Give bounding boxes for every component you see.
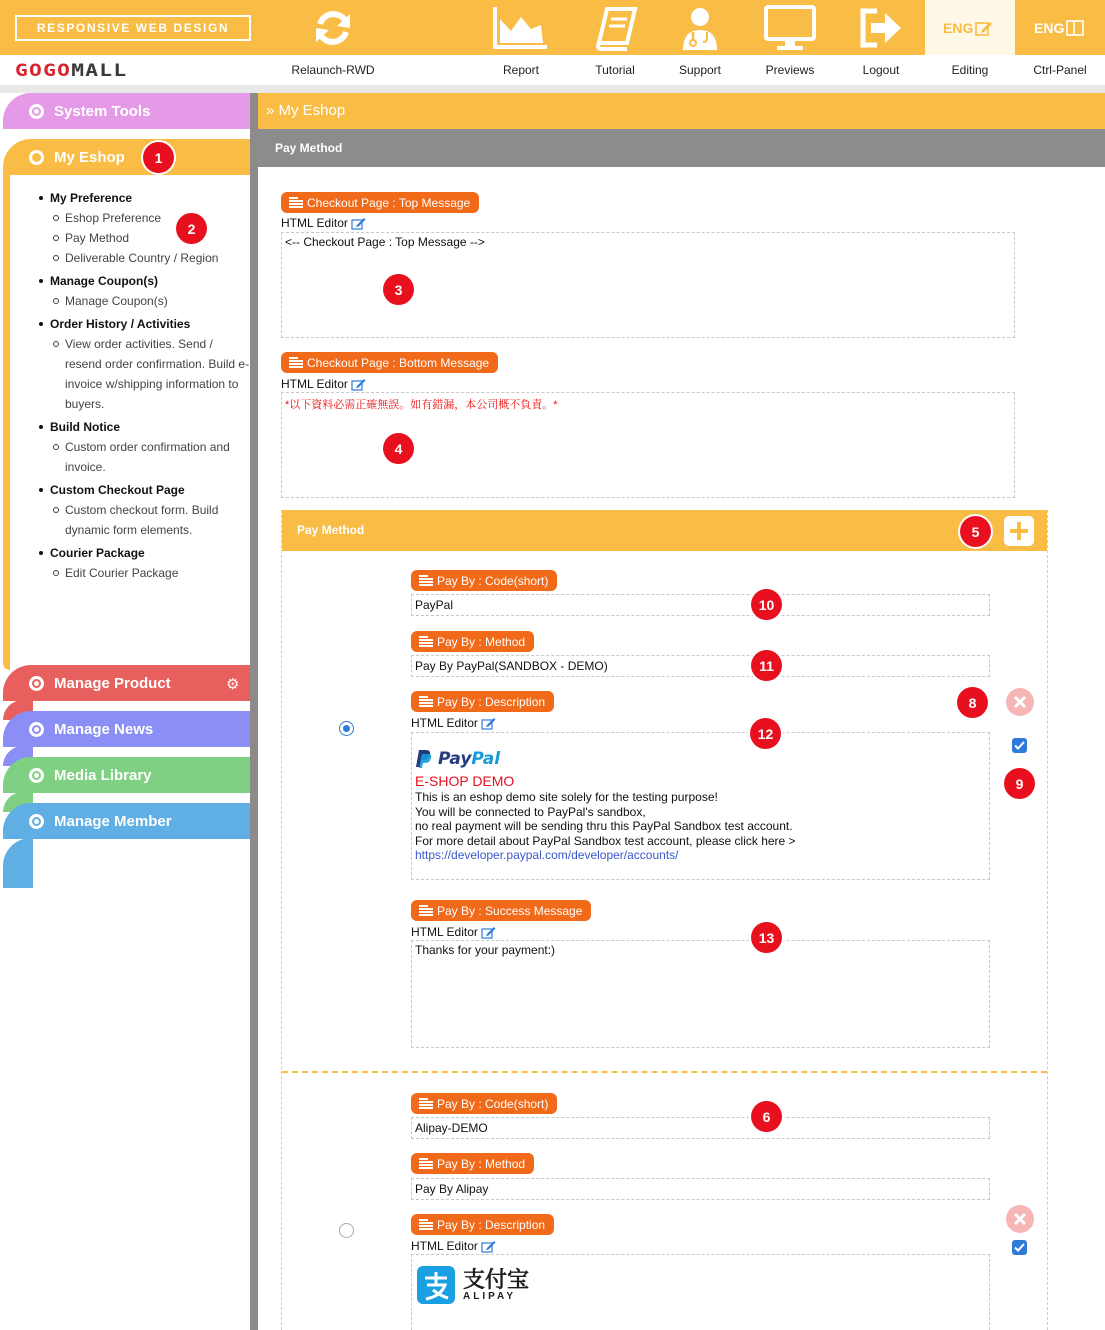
paypal-logo: PayPal (415, 749, 500, 769)
method-separator (282, 1071, 1047, 1073)
list-icon (419, 1098, 433, 1109)
list-icon (419, 636, 433, 647)
html-editor-link[interactable] (411, 716, 496, 730)
panel-icon (1066, 20, 1084, 36)
default-method-radio[interactable] (339, 721, 354, 736)
code-pill (411, 1093, 557, 1114)
circle-icon (29, 814, 44, 829)
menu-item-pay-method[interactable]: Pay Method (38, 228, 250, 248)
editor-label: HTML Editor (281, 216, 348, 230)
menu-item-deliverable-country[interactable]: Deliverable Country / Region (38, 248, 250, 268)
success-content: Thanks for your payment:) (415, 943, 556, 957)
annotation-badge: 1 (143, 142, 174, 173)
menu-item-manage-coupons[interactable]: Manage Coupon(s) (38, 291, 250, 311)
delete-button[interactable] (1006, 1205, 1034, 1233)
list-icon (419, 575, 433, 586)
menu-heading-custom-checkout[interactable]: Custom Checkout Page (38, 480, 250, 500)
code-value: Alipay-DEMO (415, 1121, 488, 1135)
area-chart-icon[interactable] (490, 0, 550, 55)
bottom-message-pill (281, 352, 498, 373)
doctor-icon[interactable] (676, 0, 724, 55)
circle-icon (29, 676, 44, 691)
method-value: Pay By Alipay (415, 1182, 489, 1196)
tab-manage-member[interactable] (3, 803, 250, 839)
circle-icon (29, 104, 44, 119)
html-editor-link[interactable] (281, 377, 366, 391)
page-title: Pay Method (258, 129, 1105, 167)
alipay-cn: 支付宝 (463, 1266, 530, 1292)
code-pill (411, 570, 557, 591)
pill-label: Pay By : Success Message (437, 903, 583, 918)
delete-button[interactable] (1006, 688, 1034, 716)
list-icon (289, 357, 303, 368)
menu-heading-preference[interactable]: My Preference (38, 188, 250, 208)
list-icon (419, 1219, 433, 1230)
edit-icon[interactable] (351, 378, 366, 391)
method-pill (411, 1153, 534, 1174)
menu-item-custom-confirmation[interactable]: Custom order confirmation and invoice. (38, 437, 250, 477)
alipay-logo (417, 1266, 529, 1304)
default-method-radio[interactable] (339, 1223, 354, 1238)
edit-icon[interactable] (481, 1240, 496, 1253)
lang-editing-label: ENG (943, 20, 974, 36)
logo-red: GOGO (15, 61, 72, 81)
list-icon (419, 696, 433, 707)
annotation-badge: 3 (383, 274, 414, 305)
nav-relaunch-label[interactable]: Relaunch-RWD (291, 63, 375, 77)
responsive-design-banner[interactable]: RESPONSIVE WEB DESIGN (15, 15, 251, 41)
lang-editing[interactable] (943, 20, 993, 36)
gogomall-logo[interactable] (15, 61, 127, 81)
book-icon[interactable] (588, 0, 643, 55)
menu-heading-build-notice[interactable]: Build Notice (38, 417, 250, 437)
nav-tutorial-label[interactable]: Tutorial (595, 63, 635, 77)
gear-icon[interactable]: ⚙ (226, 676, 240, 693)
nav-support-label[interactable]: Support (678, 63, 722, 77)
menu-heading-coupons[interactable]: Manage Coupon(s) (38, 271, 250, 291)
logout-icon[interactable] (855, 0, 905, 55)
tab-my-eshop[interactable] (3, 139, 250, 175)
list-icon (289, 197, 303, 208)
desc-line: no real payment will be sending thru this PayPal Sandbox test account. (415, 819, 793, 833)
code-input[interactable] (411, 1117, 990, 1139)
top-message-content: <-- Checkout Page : Top Message --> (285, 235, 485, 249)
annotation-badge: 10 (751, 589, 782, 620)
alipay-en: ALIPAY (463, 1290, 517, 1302)
editor-label: HTML Editor (411, 716, 478, 730)
pill-label: Pay By : Description (437, 694, 546, 709)
enabled-checkbox[interactable] (1012, 1240, 1027, 1255)
editor-label: HTML Editor (281, 377, 348, 391)
pay-method-header: Pay Method (282, 510, 1047, 551)
bottom-message-content: *以下資料必需正確無誤。如有錯漏，本公司概不負責。* (285, 399, 558, 411)
annotation-badge: 9 (1004, 768, 1035, 799)
circle-icon (29, 722, 44, 737)
edit-icon[interactable] (481, 926, 496, 939)
breadcrumb: » My Eshop (258, 93, 1105, 129)
tab-label: Manage Product (54, 674, 171, 692)
annotation-badge: 11 (751, 650, 782, 681)
check-icon (1014, 741, 1025, 750)
method-pill (411, 631, 534, 652)
paypal-description (415, 773, 796, 863)
annotation-badge: 13 (751, 922, 782, 953)
pill-label: Pay By : Method (437, 1156, 526, 1171)
nav-editing-label[interactable]: Editing (951, 63, 989, 77)
annotation-badge: 12 (750, 718, 781, 749)
description-pill (411, 1214, 554, 1235)
annotation-badge: 4 (383, 433, 414, 464)
description-pill (411, 691, 554, 712)
add-button[interactable] (1004, 516, 1034, 546)
pay-method-section (281, 510, 1048, 1330)
desc-line: You will be connected to PayPal's sandbox, (415, 804, 646, 819)
sidebar-divider[interactable] (250, 93, 258, 1330)
method-value: Pay By PayPal(SANDBOX - DEMO) (415, 659, 608, 673)
tab-label: Media Library (54, 766, 152, 784)
edit-icon[interactable] (351, 217, 366, 230)
annotation-badge: 8 (957, 687, 988, 718)
editor-label: HTML Editor (411, 925, 478, 939)
menu-item-eshop-preference[interactable]: Eshop Preference (38, 208, 250, 228)
alipay-icon (417, 1266, 455, 1304)
nav-report-label[interactable]: Report (502, 63, 540, 77)
tab-label: Manage Member (54, 812, 172, 830)
code-input[interactable] (411, 594, 990, 616)
pill-label: Pay By : Code(short) (437, 1096, 549, 1111)
tab-manage-news[interactable] (3, 711, 250, 747)
eshop-rail (3, 175, 10, 670)
menu-item-edit-courier[interactable]: Edit Courier Package (38, 563, 250, 583)
menu-item-order-activities[interactable]: View order activities. Send / resend order confirmation. Build e-invoice w/shipping information to buyers. (38, 334, 250, 414)
lang-panel-label: ENG (1034, 20, 1065, 36)
circle-icon (29, 150, 44, 165)
pill-label: Pay By : Description (437, 1217, 546, 1232)
annotation-badge: 2 (176, 213, 207, 244)
circle-icon (29, 768, 44, 783)
pill-label: Pay By : Method (437, 634, 526, 649)
editor-label: HTML Editor (411, 1239, 478, 1253)
list-icon (419, 905, 433, 916)
tab-media-library[interactable] (3, 757, 250, 793)
html-editor-link[interactable] (281, 216, 366, 230)
nav-previews-label[interactable]: Previews (765, 63, 815, 77)
desc-line: For more detail about PayPal Sandbox test account, please click here > (415, 833, 796, 848)
edit-icon (975, 20, 993, 36)
nav-logout-label[interactable]: Logout (862, 63, 900, 77)
enabled-checkbox[interactable] (1012, 738, 1027, 753)
header-rule (0, 85, 1105, 93)
menu-item-custom-form[interactable]: Custom checkout form. Build dynamic form elements. (38, 500, 250, 540)
annotation-badge: 6 (751, 1101, 782, 1132)
lang-panel[interactable] (1034, 20, 1084, 36)
html-editor-link[interactable] (411, 925, 496, 939)
top-message-pill (281, 192, 479, 213)
refresh-icon[interactable] (305, 0, 361, 55)
tab-label: My Eshop (54, 148, 125, 166)
list-icon (419, 1158, 433, 1169)
logo-dark: MALL (71, 61, 128, 81)
code-value: PayPal (415, 598, 454, 612)
tab-system-tools[interactable] (3, 93, 250, 129)
tab-label: Manage News (54, 720, 154, 738)
eshop-menu (38, 188, 250, 583)
desc-line: This is an eshop demo site solely for the testing purpose! (415, 790, 718, 804)
close-icon (1013, 1212, 1027, 1226)
html-editor-link[interactable] (411, 1239, 496, 1253)
check-icon (1014, 1243, 1025, 1252)
pill-label: Pay By : Code(short) (437, 573, 549, 588)
desc-title: E-SHOP DEMO (415, 773, 515, 789)
tab-label: System Tools (54, 102, 151, 120)
paypal-icon (415, 749, 433, 769)
tab-manage-product[interactable] (3, 665, 250, 701)
menu-heading-order-history[interactable]: Order History / Activities (38, 314, 250, 334)
menu-heading-courier[interactable]: Courier Package (38, 543, 250, 563)
success-pill (411, 900, 591, 921)
close-icon (1013, 695, 1027, 709)
edit-icon[interactable] (481, 717, 496, 730)
pill-label: Checkout Page : Bottom Message (307, 355, 490, 370)
annotation-badge: 5 (960, 516, 991, 547)
pill-label: Checkout Page : Top Message (307, 195, 471, 210)
monitor-icon[interactable] (760, 0, 820, 55)
paypal-dev-link[interactable]: https://developer.paypal.com/developer/accounts/ (415, 848, 679, 862)
plus-icon (1009, 521, 1029, 541)
method-input[interactable] (411, 1178, 990, 1200)
nav-ctrl-panel-label[interactable]: Ctrl-Panel (1033, 63, 1087, 77)
